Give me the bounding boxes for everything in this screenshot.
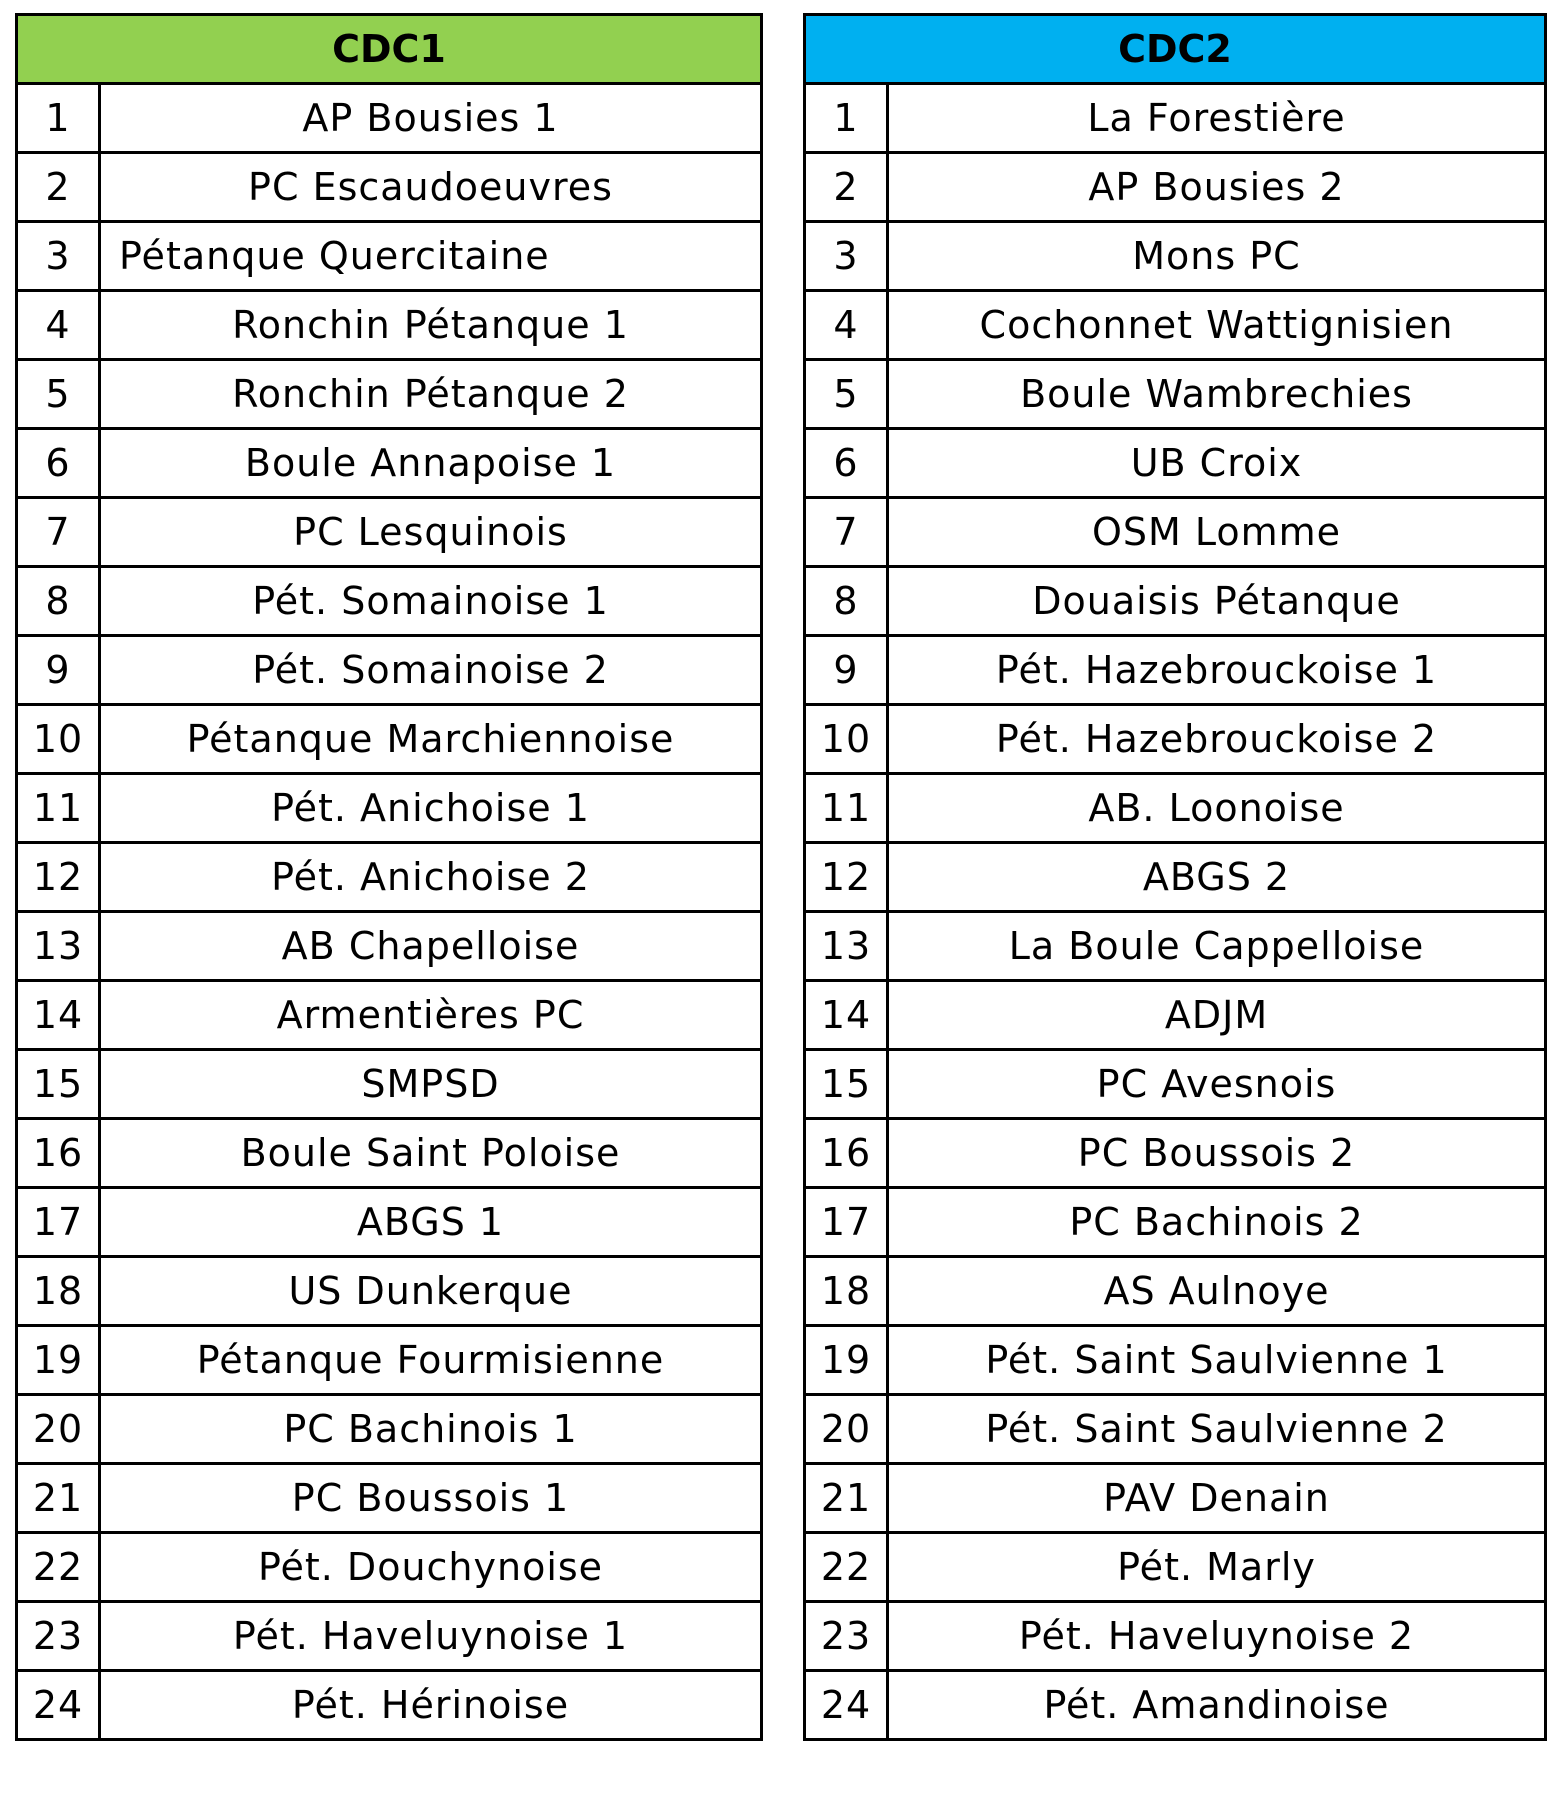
table-row bbox=[805, 705, 1546, 774]
table-row bbox=[805, 360, 1546, 429]
team-cell: Ronchin Pétanque 2 bbox=[100, 360, 762, 429]
table-row bbox=[17, 153, 762, 222]
rank-cell: 15 bbox=[17, 1050, 100, 1119]
team-cell: Pét. Somainoise 2 bbox=[100, 636, 762, 705]
rank-cell: 5 bbox=[805, 360, 888, 429]
rank-cell: 7 bbox=[805, 498, 888, 567]
rank-cell: 18 bbox=[805, 1257, 888, 1326]
rank-cell: 16 bbox=[17, 1119, 100, 1188]
rank-cell: 17 bbox=[805, 1188, 888, 1257]
rank-cell: 22 bbox=[805, 1533, 888, 1602]
team-cell: UB Croix bbox=[888, 429, 1546, 498]
table-row bbox=[17, 567, 762, 636]
team-cell: Pét. Anichoise 1 bbox=[100, 774, 762, 843]
team-cell: Pét. Hérinoise bbox=[100, 1671, 762, 1740]
table-row bbox=[17, 912, 762, 981]
team-cell: La Boule Cappelloise bbox=[888, 912, 1546, 981]
rank-cell: 10 bbox=[805, 705, 888, 774]
team-cell: Boule Wambrechies bbox=[888, 360, 1546, 429]
team-cell: Cochonnet Wattignisien bbox=[888, 291, 1546, 360]
rank-cell: 13 bbox=[805, 912, 888, 981]
cdc2-body bbox=[805, 84, 1546, 1740]
rank-cell: 6 bbox=[17, 429, 100, 498]
table-row bbox=[17, 1395, 762, 1464]
team-cell: PC Boussois 1 bbox=[100, 1464, 762, 1533]
table-row bbox=[805, 1188, 1546, 1257]
team-cell: Boule Saint Poloise bbox=[100, 1119, 762, 1188]
table-row bbox=[805, 1257, 1546, 1326]
team-cell: Pét. Hazebrouckoise 1 bbox=[888, 636, 1546, 705]
team-cell: PC Boussois 2 bbox=[888, 1119, 1546, 1188]
cdc1-table bbox=[15, 13, 763, 1741]
table-row bbox=[805, 912, 1546, 981]
rank-cell: 18 bbox=[17, 1257, 100, 1326]
rank-cell: 22 bbox=[17, 1533, 100, 1602]
team-cell: Pét. Hazebrouckoise 2 bbox=[888, 705, 1546, 774]
table-row bbox=[17, 1257, 762, 1326]
table-row bbox=[805, 1602, 1546, 1671]
team-cell: Pét. Somainoise 1 bbox=[100, 567, 762, 636]
table-row bbox=[17, 291, 762, 360]
team-cell: Pét. Haveluynoise 2 bbox=[888, 1602, 1546, 1671]
rank-cell: 17 bbox=[17, 1188, 100, 1257]
table-row bbox=[805, 1395, 1546, 1464]
rank-cell: 7 bbox=[17, 498, 100, 567]
team-cell: AS Aulnoye bbox=[888, 1257, 1546, 1326]
table-row bbox=[805, 1533, 1546, 1602]
team-cell: Pét. Douchynoise bbox=[100, 1533, 762, 1602]
table-row bbox=[805, 1464, 1546, 1533]
rank-cell: 2 bbox=[17, 153, 100, 222]
rank-cell: 14 bbox=[805, 981, 888, 1050]
rank-cell: 3 bbox=[805, 222, 888, 291]
rank-cell: 20 bbox=[17, 1395, 100, 1464]
team-cell: AP Bousies 1 bbox=[100, 84, 762, 153]
team-cell: Pét. Amandinoise bbox=[888, 1671, 1546, 1740]
rank-cell: 1 bbox=[17, 84, 100, 153]
table-row bbox=[17, 1188, 762, 1257]
rank-cell: 10 bbox=[17, 705, 100, 774]
table-row bbox=[805, 498, 1546, 567]
table-row bbox=[17, 1671, 762, 1740]
rank-cell: 12 bbox=[17, 843, 100, 912]
rank-cell: 5 bbox=[17, 360, 100, 429]
table-row bbox=[805, 1671, 1546, 1740]
table-row bbox=[17, 1602, 762, 1671]
team-cell: ADJM bbox=[888, 981, 1546, 1050]
team-cell: AP Bousies 2 bbox=[888, 153, 1546, 222]
rank-cell: 8 bbox=[805, 567, 888, 636]
table-row bbox=[805, 429, 1546, 498]
table-row bbox=[17, 774, 762, 843]
rank-cell: 12 bbox=[805, 843, 888, 912]
table-row bbox=[17, 1533, 762, 1602]
team-cell: PC Escaudoeuvres bbox=[100, 153, 762, 222]
team-cell: Pét. Saint Saulvienne 1 bbox=[888, 1326, 1546, 1395]
cdc1-header-row bbox=[17, 15, 762, 84]
table-row bbox=[17, 360, 762, 429]
team-cell: Pét. Saint Saulvienne 2 bbox=[888, 1395, 1546, 1464]
rank-cell: 8 bbox=[17, 567, 100, 636]
table-row bbox=[805, 291, 1546, 360]
team-cell: US Dunkerque bbox=[100, 1257, 762, 1326]
table-row bbox=[17, 1119, 762, 1188]
table-row bbox=[805, 774, 1546, 843]
team-cell: PAV Denain bbox=[888, 1464, 1546, 1533]
cdc2-header-row bbox=[805, 15, 1546, 84]
team-cell: PC Bachinois 1 bbox=[100, 1395, 762, 1464]
cdc1-body bbox=[17, 84, 762, 1740]
table-row bbox=[17, 981, 762, 1050]
table-row bbox=[17, 498, 762, 567]
rank-cell: 3 bbox=[17, 222, 100, 291]
team-cell: SMPSD bbox=[100, 1050, 762, 1119]
team-cell: Pét. Haveluynoise 1 bbox=[100, 1602, 762, 1671]
cdc2-table bbox=[803, 13, 1547, 1741]
table-row bbox=[17, 429, 762, 498]
rank-cell: 11 bbox=[805, 774, 888, 843]
rank-cell: 23 bbox=[17, 1602, 100, 1671]
table-row bbox=[17, 1464, 762, 1533]
rank-cell: 14 bbox=[17, 981, 100, 1050]
table-row bbox=[805, 843, 1546, 912]
rank-cell: 21 bbox=[805, 1464, 888, 1533]
team-cell: Armentières PC bbox=[100, 981, 762, 1050]
table-row bbox=[805, 84, 1546, 153]
team-cell: ABGS 1 bbox=[100, 1188, 762, 1257]
team-cell: Boule Annapoise 1 bbox=[100, 429, 762, 498]
team-cell: Ronchin Pétanque 1 bbox=[100, 291, 762, 360]
rank-cell: 19 bbox=[805, 1326, 888, 1395]
rank-cell: 24 bbox=[805, 1671, 888, 1740]
rank-cell: 11 bbox=[17, 774, 100, 843]
table-row bbox=[805, 222, 1546, 291]
team-cell: OSM Lomme bbox=[888, 498, 1546, 567]
team-cell: Douaisis Pétanque bbox=[888, 567, 1546, 636]
rank-cell: 4 bbox=[17, 291, 100, 360]
table-row bbox=[17, 705, 762, 774]
table-row bbox=[17, 222, 762, 291]
team-cell: ABGS 2 bbox=[888, 843, 1546, 912]
team-cell: Pét. Marly bbox=[888, 1533, 1546, 1602]
rank-cell: 21 bbox=[17, 1464, 100, 1533]
rank-cell: 15 bbox=[805, 1050, 888, 1119]
rank-cell: 13 bbox=[17, 912, 100, 981]
team-cell: PC Bachinois 2 bbox=[888, 1188, 1546, 1257]
rank-cell: 9 bbox=[17, 636, 100, 705]
rank-cell: 19 bbox=[17, 1326, 100, 1395]
team-cell: PC Avesnois bbox=[888, 1050, 1546, 1119]
rank-cell: 4 bbox=[805, 291, 888, 360]
table-row bbox=[805, 1119, 1546, 1188]
table-row bbox=[805, 1050, 1546, 1119]
team-cell: AB Chapelloise bbox=[100, 912, 762, 981]
team-cell: Pétanque Marchiennoise bbox=[100, 705, 762, 774]
team-cell: PC Lesquinois bbox=[100, 498, 762, 567]
table-row bbox=[17, 1326, 762, 1395]
table-row bbox=[805, 636, 1546, 705]
table-row bbox=[17, 843, 762, 912]
rank-cell: 1 bbox=[805, 84, 888, 153]
team-cell: Pét. Anichoise 2 bbox=[100, 843, 762, 912]
team-cell: Pétanque Fourmisienne bbox=[100, 1326, 762, 1395]
team-cell: Pétanque Quercitaine bbox=[100, 222, 762, 291]
team-cell: AB. Loonoise bbox=[888, 774, 1546, 843]
table-row bbox=[805, 153, 1546, 222]
rank-cell: 20 bbox=[805, 1395, 888, 1464]
table-row bbox=[805, 1326, 1546, 1395]
table-row bbox=[17, 84, 762, 153]
rank-cell: 6 bbox=[805, 429, 888, 498]
cdc1-title: CDC1 bbox=[17, 15, 762, 84]
rank-cell: 2 bbox=[805, 153, 888, 222]
table-row bbox=[17, 1050, 762, 1119]
cdc2-title: CDC2 bbox=[805, 15, 1546, 84]
table-row bbox=[805, 981, 1546, 1050]
rank-cell: 23 bbox=[805, 1602, 888, 1671]
team-cell: Mons PC bbox=[888, 222, 1546, 291]
rank-cell: 9 bbox=[805, 636, 888, 705]
rank-cell: 16 bbox=[805, 1119, 888, 1188]
team-cell: La Forestière bbox=[888, 84, 1546, 153]
table-row bbox=[17, 636, 762, 705]
table-row bbox=[805, 567, 1546, 636]
rank-cell: 24 bbox=[17, 1671, 100, 1740]
